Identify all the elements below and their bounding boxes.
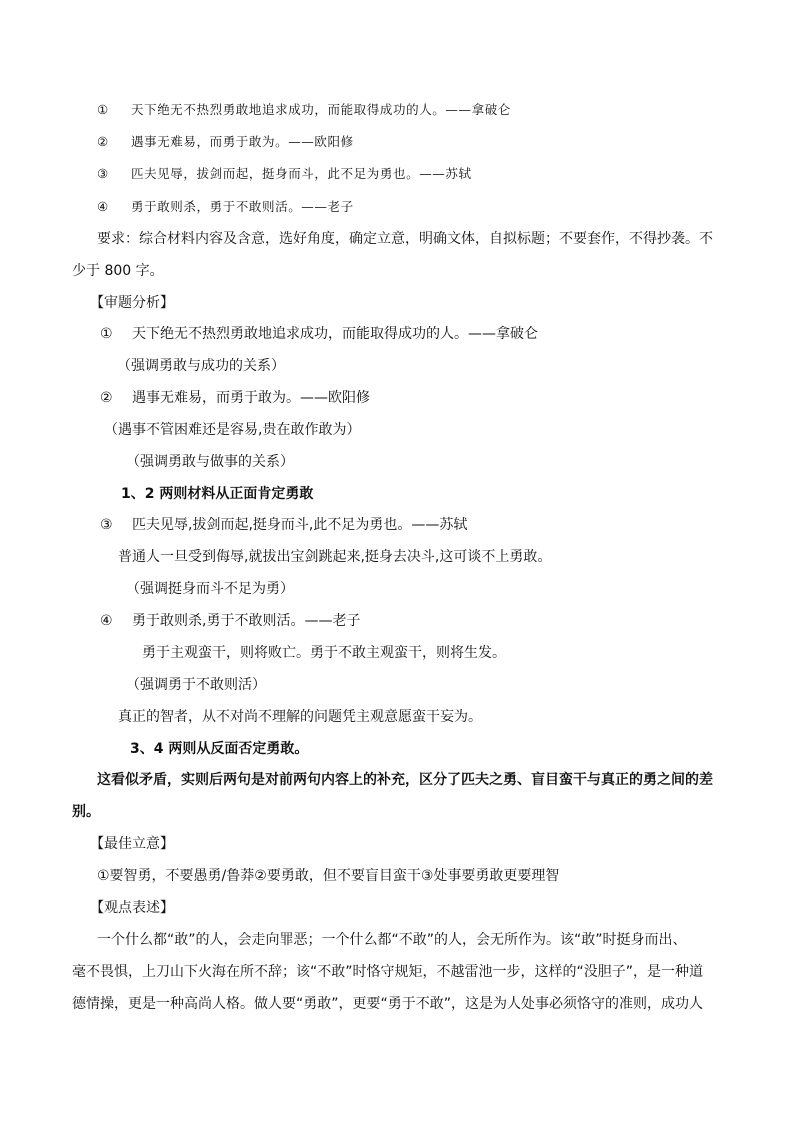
quote-3 <box>97 164 472 184</box>
analysis-quote-3 <box>100 515 467 535</box>
summary-1-2: 1、2 两则材料从正面肯定勇敢 <box>121 486 314 502</box>
analysis-quote-1 <box>100 324 538 344</box>
best-heading: 【最佳立意】 <box>90 836 174 852</box>
analysis-quote-1-mark: ① <box>100 326 113 342</box>
conclusion-line-2: 别。 <box>72 804 100 820</box>
viewpoint-heading: 【观点表述】 <box>90 900 174 916</box>
quote-4-mark: ④ <box>97 199 109 214</box>
quote-1-mark: ① <box>97 102 109 117</box>
analysis-extra-4: 真正的智者，从不对尚不理解的问题凭主观意愿蛮干妄为。 <box>118 709 482 725</box>
analysis-note-3: （强调挺身而斗不足为勇） <box>126 581 294 597</box>
analysis-quote-2 <box>100 388 370 408</box>
analysis-note-4: （强调勇于不敢则活） <box>126 677 266 693</box>
analysis-quote-4-mark: ④ <box>100 613 113 629</box>
summary-3-4: 3、4 两则从反面否定勇敢。 <box>130 741 309 757</box>
requirement-line-1: 要求：综合材料内容及含意，选好角度，确定立意，明确文体，自拟标题；不要套作，不得抄袭。不 <box>97 231 713 247</box>
quote-2 <box>97 132 354 152</box>
analysis-quote-2-text: 遇事无难易，而勇于敢为。——欧阳修 <box>132 390 370 406</box>
quote-2-text: 遇事无难易，而勇于敢为。——欧阳修 <box>131 134 354 149</box>
analysis-quote-4-text: 勇于敢则杀,勇于不敢则活。——老子 <box>132 613 361 629</box>
quote-3-mark: ③ <box>97 166 109 181</box>
best-text: ①要智勇，不要愚勇/鲁莽②要勇敢，但不要盲目蛮干③处事要勇敢更要理智 <box>97 868 560 884</box>
viewpoint-line-2: 毫不畏惧，上刀山下火海在所不辞；该“不敢”时恪守规矩，不越雷池一步，这样的“没胆子”，是一种道 <box>72 964 704 980</box>
viewpoint-line-1: 一个什么都“敢”的人，会走向罪恶；一个什么都“不敢”的人，会无所作为。该“敢”时挺身而出、 <box>97 932 687 948</box>
requirement-line-2: 少于 800 字。 <box>72 263 164 279</box>
analysis-explain-3: 普通人一旦受到侮辱,就拔出宝剑跳起来,挺身去决斗,这可谈不上勇敢。 <box>118 549 552 565</box>
quote-4-text: 勇于敢则杀，勇于不敢则活。——老子 <box>131 199 354 214</box>
conclusion-line-1: 这看似矛盾，实则后两句是对前两句内容上的补充，区分了匹夫之勇、盲目蛮干与真正的勇之间的差 <box>97 772 713 788</box>
analysis-quote-4 <box>100 611 360 631</box>
quote-1 <box>97 100 511 120</box>
analysis-quote-2-mark: ② <box>100 390 113 406</box>
quote-1-text: 天下绝无不热烈勇敢地追求成功，而能取得成功的人。——拿破仑 <box>131 102 511 117</box>
analysis-note-1: （强调勇敢与成功的关系） <box>117 358 285 374</box>
analysis-heading: 【审题分析】 <box>90 295 174 311</box>
analysis-quote-3-text: 匹夫见辱,拔剑而起,挺身而斗,此不足为勇也。——苏轼 <box>132 517 468 533</box>
analysis-quote-1-text: 天下绝无不热烈勇敢地追求成功，而能取得成功的人。——拿破仑 <box>132 326 538 342</box>
quote-2-mark: ② <box>97 134 109 149</box>
analysis-explain-2: （遇事不管困难还是容易,贵在敢作敢为） <box>104 422 361 438</box>
quote-3-text: 匹夫见辱，拔剑而起，挺身而斗，此不足为勇也。——苏轼 <box>131 166 472 181</box>
viewpoint-line-3: 德情操，更是一种高尚人格。做人要“勇敢”，更要“勇于不敢”，这是为人处事必须恪守的准则，成功人 <box>72 996 704 1012</box>
analysis-note-2: （强调勇敢与做事的关系） <box>126 454 294 470</box>
analysis-explain-4: 勇于主观蛮干，则将败亡。勇于不敢主观蛮干，则将生发。 <box>142 645 506 661</box>
analysis-quote-3-mark: ③ <box>100 517 113 533</box>
quote-4 <box>97 197 354 217</box>
